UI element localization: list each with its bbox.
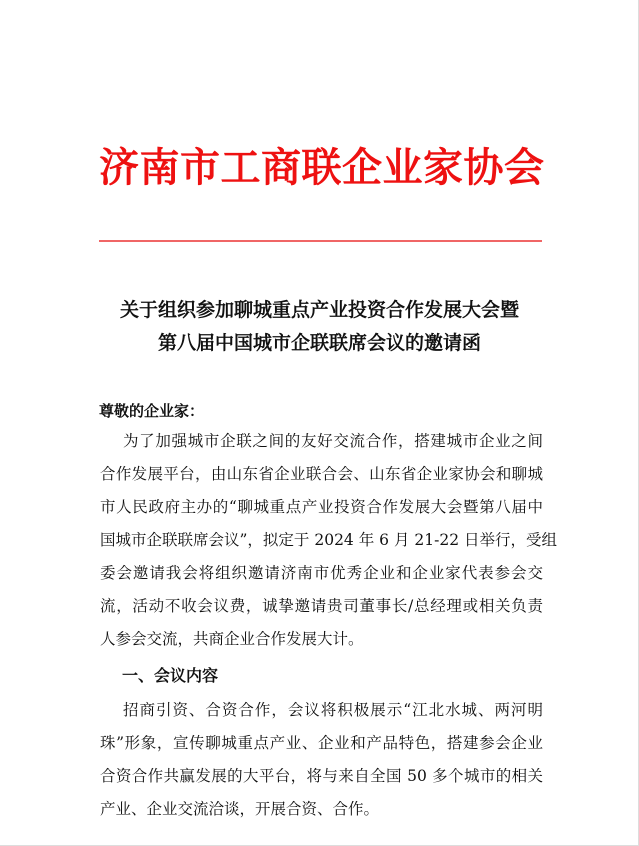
section-line: 产业、企业交流洽谈，开展合资、合作。	[100, 800, 380, 818]
intro-line: 委会邀请我会将组织邀请济南市优秀企业和企业家代表参会交	[100, 564, 543, 582]
letterhead-divider	[99, 240, 542, 242]
document-title-line-2: 第八届中国城市企联联席会议的邀请函	[157, 332, 481, 354]
intro-line: 市人民政府主办的“聊城重点产业投资合作发展大会暨第八届中	[100, 498, 543, 516]
intro-line: 人参会交流，共商企业合作发展大计。	[100, 630, 364, 648]
letterhead-organization: 济南市工商联企业家协会	[99, 144, 544, 191]
section-line: 招商引资、合资合作，会议将积极展示“江北水城、两河明	[123, 701, 543, 719]
intro-line: 流，活动不收会议费，诚挚邀请贵司董事长/总经理或相关负责	[100, 597, 543, 615]
intro-line: 国城市企联联席会议”，拟定于 2024 年 6 月 21-22 日举行，受组	[100, 531, 557, 549]
salutation: 尊敬的企业家：	[99, 402, 205, 420]
section-heading: 一、会议内容	[122, 666, 219, 685]
intro-line: 合作发展平台，由山东省企业联合会、山东省企业家协会和聊城	[100, 465, 543, 483]
section-line: 珠”形象，宣传聊城重点产业、企业和产品特色，搭建参会企业	[100, 734, 543, 752]
section-line: 合资合作共赢发展的大平台，将与来自全国 50 多个城市的相关	[100, 767, 543, 785]
intro-line: 为了加强城市企联之间的友好交流合作，搭建城市企业之间	[123, 432, 543, 450]
document-title-line-1: 关于组织参加聊城重点产业投资合作发展大会暨	[119, 299, 519, 321]
